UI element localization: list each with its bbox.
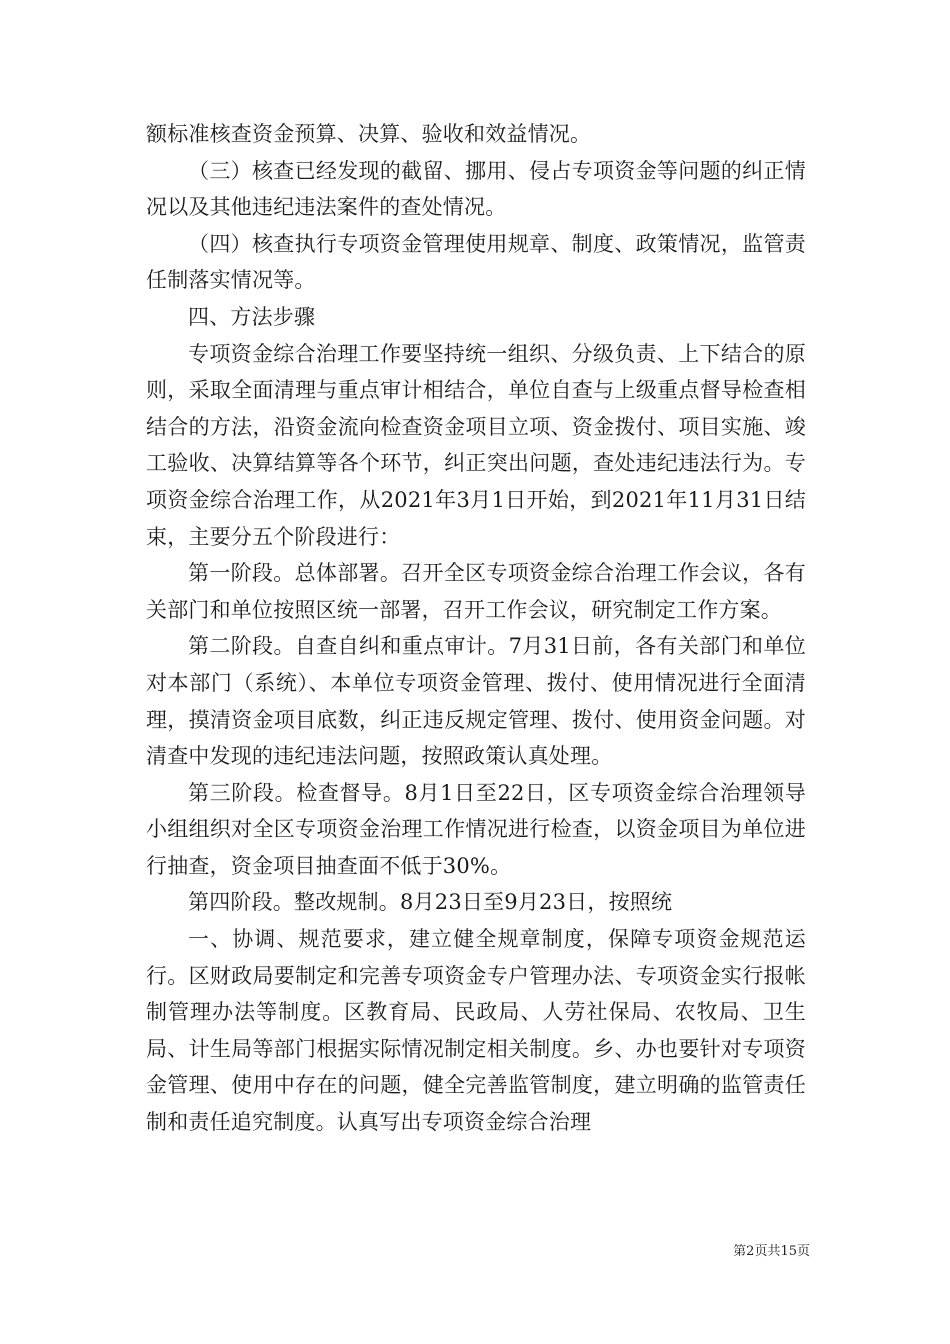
paragraph-10: 一、协调、规范要求，建立健全规章制度，保障专项资金规范运行。区财政局要制定和完善专项资金专户管理办法、专项资金实行报帐制管理办法等制度。区教育局、民政局、人劳社保局、农牧局、卫生局、计生局等部门根据实际情况制定相关制度。乡、办也要针对专项资金管理、使用中存在的问题，健全完善监管制度，建立明确的监管责任制和责任追究制度。认真写出专项资金综合治理 [146,927,806,1135]
section-heading-method-steps: 四、方法步骤 [188,304,316,329]
page-number-footer: 第2页共15页 [733,1244,810,1259]
document-body [146,116,806,1141]
paragraph-3: （四）核查执行专项资金管理使用规章、制度、政策情况，监管责任制落实情况等。 [146,231,806,293]
paragraph-1: 额标准核查资金预算、决算、验收和效益情况。 [146,122,592,146]
paragraph-stage-4: 第四阶段。整改规制。8月23日至9月23日，按照统 [188,890,673,915]
paragraph-5: 专项资金综合治理工作要坚持统一组织、分级负责、上下结合的原则，采取全面清理与重点审计相结合，单位自查与上级重点督导检查相结合的方法，沿资金流向检查资金项目立项、资金拨付、项目实施、竣工验收、决算结算等各个环节，纠正突出问题，查处违纪违法行为。专项资金综合治理工作，从2021年3月1日开始，到2021年11月31日结束，主要分五个阶段进行： [146,341,806,549]
paragraph-2: （三）核查已经发现的截留、挪用、侵占专项资金等问题的纠正情况以及其他违纪违法案件的查处情况。 [146,158,806,220]
paragraph-stage-1: 第一阶段。总体部署。召开全区专项资金综合治理工作会议，各有关部门和单位按照区统一部署，召开工作会议，研究制定工作方案。 [146,561,806,622]
paragraph-stage-2: 第二阶段。自查自纠和重点审计。7月31日前，各有关部门和单位对本部门（系统）、本单位专项资金管理、拨付、使用情况进行全面清理，摸清资金项目底数，纠正违反规定管理、拨付、使用资金问题。对清查中发现的违纪违法问题，按照政策认真处理。 [146,634,806,769]
paragraph-stage-3: 第三阶段。检查督导。8月1日至22日，区专项资金综合治理领导小组组织对全区专项资金治理工作情况进行检查，以资金项目为单位进行抽查，资金项目抽查面不低于30%。 [146,780,806,878]
